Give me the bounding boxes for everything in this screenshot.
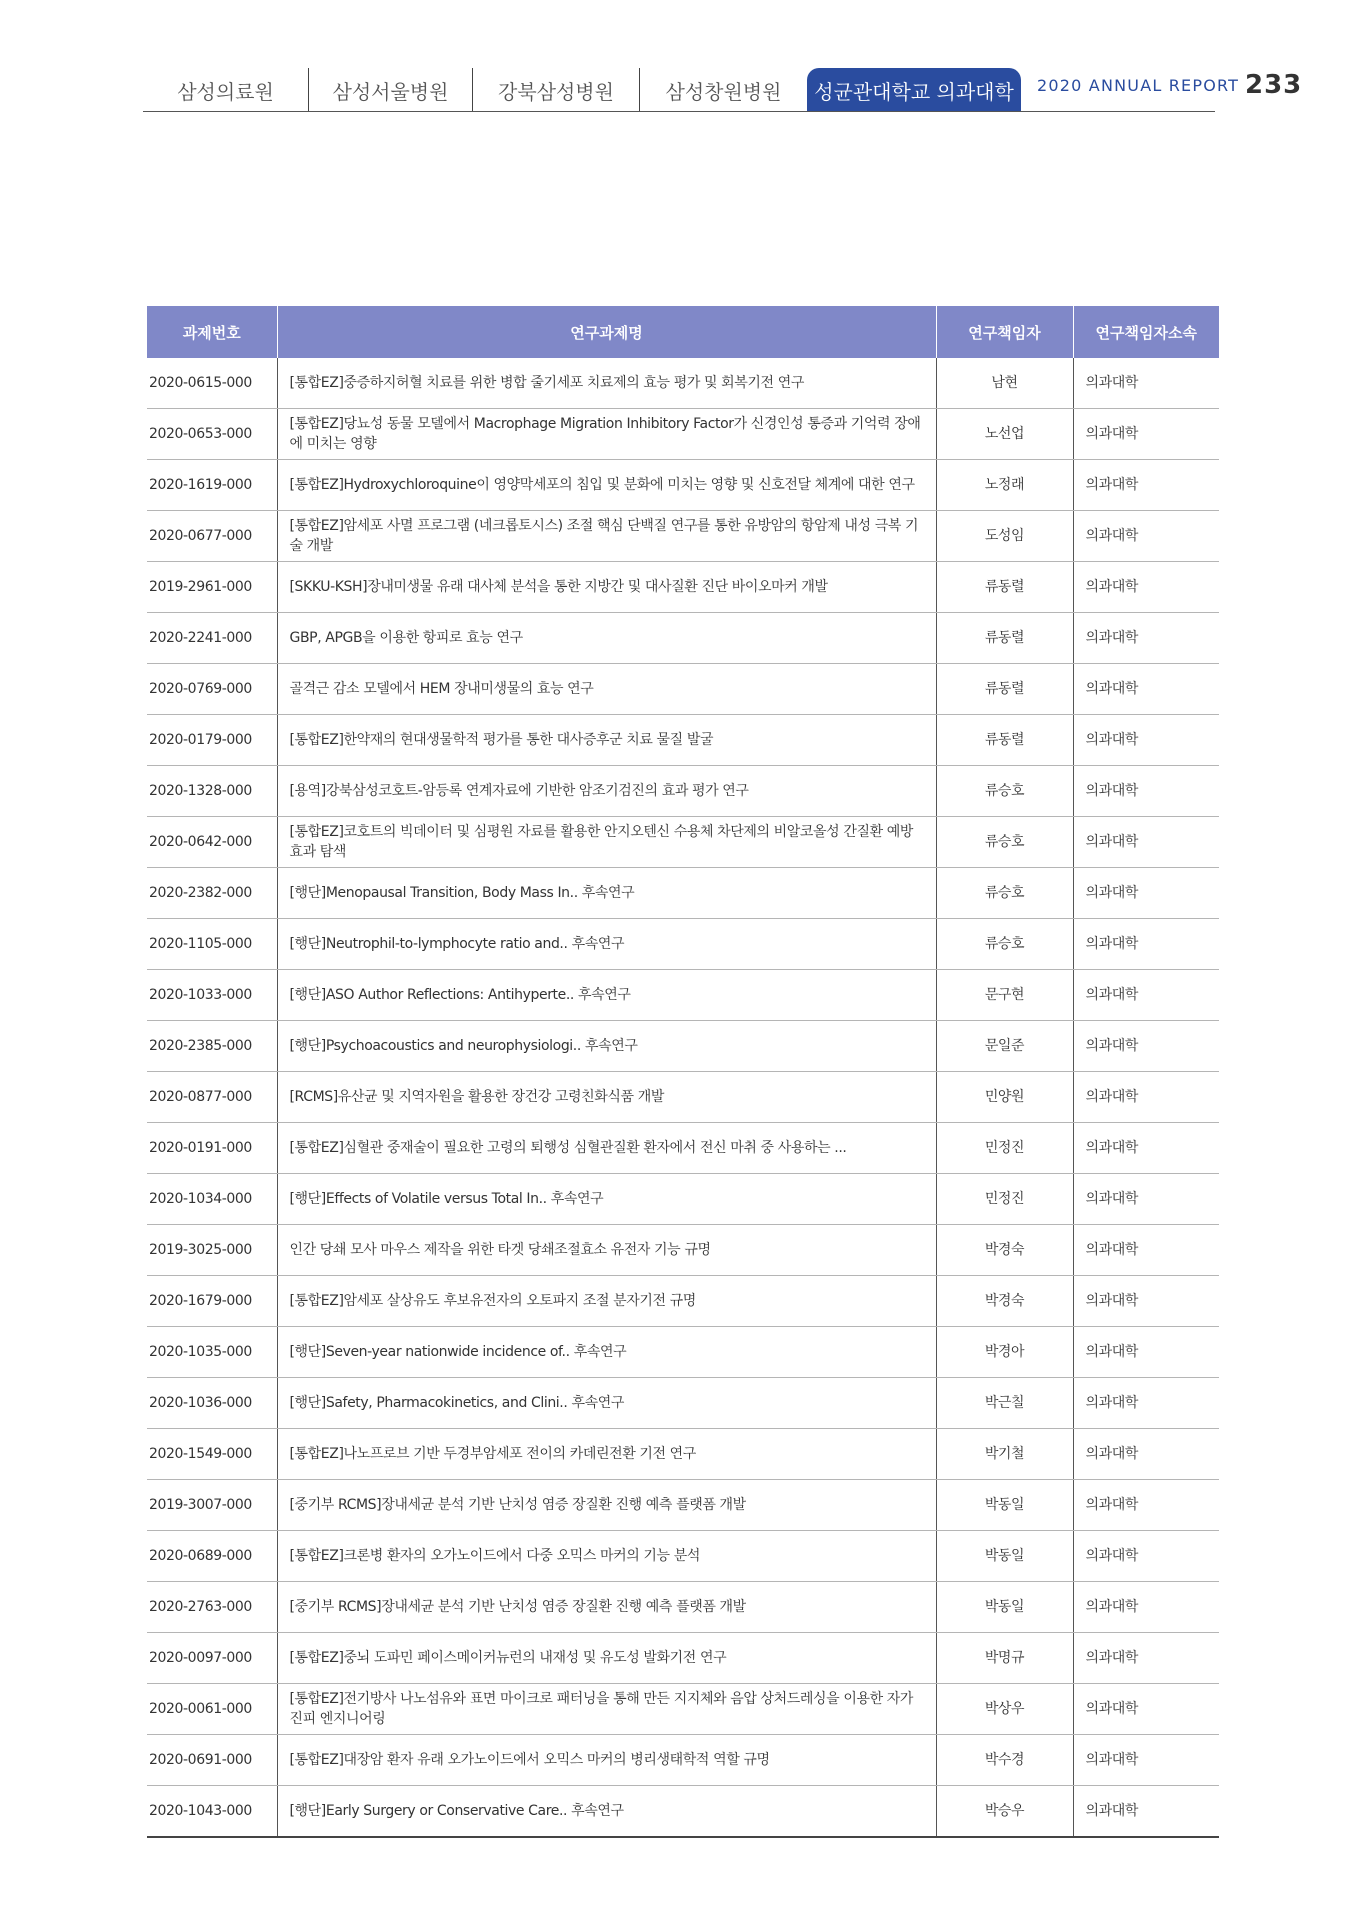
- project-title-cell: [중기부 RCMS]장내세균 분석 기반 난치성 염증 장질환 진행 예측 플랫폼 개발: [277, 1582, 936, 1633]
- investigator-cell: 박승우: [936, 1786, 1073, 1838]
- investigator-cell: 박경숙: [936, 1225, 1073, 1276]
- investigator-cell: 류동렬: [936, 613, 1073, 664]
- affiliation-cell: 의과대학: [1073, 1225, 1219, 1276]
- project-title-cell: [통합EZ]중뇌 도파민 페이스메이커뉴런의 내재성 및 유도성 발화기전 연구: [277, 1633, 936, 1684]
- affiliation-cell: 의과대학: [1073, 1021, 1219, 1072]
- investigator-cell: 류동렬: [936, 562, 1073, 613]
- project-title-cell: GBP, APGB을 이용한 항피로 효능 연구: [277, 613, 936, 664]
- page-header: [0, 0, 1357, 120]
- project-title-cell: [통합EZ]심혈관 중재술이 필요한 고령의 퇴행성 심혈관질환 환자에서 전신 마취 중 사용하는 ...: [277, 1123, 936, 1174]
- affiliation-cell: 의과대학: [1073, 1378, 1219, 1429]
- project-number-cell: 2020-0642-000: [147, 817, 277, 868]
- project-title-cell: [통합EZ]크론병 환자의 오가노이드에서 다중 오믹스 마커의 기능 분석: [277, 1531, 936, 1582]
- investigator-cell: 박상우: [936, 1684, 1073, 1735]
- affiliation-cell: 의과대학: [1073, 715, 1219, 766]
- affiliation-cell: 의과대학: [1073, 358, 1219, 409]
- table-row: [147, 1276, 1219, 1327]
- table-row: [147, 1735, 1219, 1786]
- affiliation-cell: 의과대학: [1073, 817, 1219, 868]
- affiliation-cell: 의과대학: [1073, 613, 1219, 664]
- project-number-cell: 2020-2382-000: [147, 868, 277, 919]
- project-title-cell: [행단]Menopausal Transition, Body Mass In.. 후속연구: [277, 868, 936, 919]
- project-title-cell: [용역]강북삼성코호트-암등록 연계자료에 기반한 암조기검진의 효과 평가 연구: [277, 766, 936, 817]
- project-number-cell: 2020-1105-000: [147, 919, 277, 970]
- project-number-cell: 2020-2241-000: [147, 613, 277, 664]
- project-number-cell: 2019-2961-000: [147, 562, 277, 613]
- tab-skku-medicine[interactable]: 성균관대학교 의과대학: [807, 68, 1021, 112]
- affiliation-cell: 의과대학: [1073, 1786, 1219, 1838]
- table-row: [147, 1531, 1219, 1582]
- project-number-cell: 2020-0615-000: [147, 358, 277, 409]
- project-title-cell: [행단]Psychoacoustics and neurophysiologi.. 후속연구: [277, 1021, 936, 1072]
- project-title-cell: [통합EZ]코호트의 빅데이터 및 심평원 자료를 활용한 안지오텐신 수용체 차단제의 비알코올성 간질환 예방 효과 탐색: [277, 817, 936, 868]
- project-title-cell: [통합EZ]당뇨성 동물 모델에서 Macrophage Migration Inhibitory Factor가 신경인성 통증과 기억력 장애에 미치는 영향: [277, 409, 936, 460]
- project-number-cell: 2020-1035-000: [147, 1327, 277, 1378]
- affiliation-cell: 의과대학: [1073, 868, 1219, 919]
- investigator-cell: 박경아: [936, 1327, 1073, 1378]
- investigator-cell: 박동일: [936, 1531, 1073, 1582]
- investigator-cell: 류동렬: [936, 715, 1073, 766]
- affiliation-cell: 의과대학: [1073, 919, 1219, 970]
- affiliation-cell: 의과대학: [1073, 1327, 1219, 1378]
- project-title-cell: 인간 당쇄 모사 마우스 제작을 위한 타겟 당쇄조절효소 유전자 기능 규명: [277, 1225, 936, 1276]
- investigator-cell: 류승호: [936, 817, 1073, 868]
- investigator-cell: 박명규: [936, 1633, 1073, 1684]
- table-row: [147, 1072, 1219, 1123]
- project-number-cell: 2020-0691-000: [147, 1735, 277, 1786]
- table-row: [147, 766, 1219, 817]
- investigator-cell: 도성임: [936, 511, 1073, 562]
- project-title-cell: [통합EZ]Hydroxychloroquine이 영양막세포의 침입 및 분화에 미치는 영향 및 신호전달 체계에 대한 연구: [277, 460, 936, 511]
- investigator-cell: 민정진: [936, 1123, 1073, 1174]
- project-number-cell: 2020-1619-000: [147, 460, 277, 511]
- table-row: [147, 1378, 1219, 1429]
- research-projects-table: [147, 306, 1219, 1838]
- table-row: [147, 409, 1219, 460]
- project-number-cell: 2019-3007-000: [147, 1480, 277, 1531]
- affiliation-cell: 의과대학: [1073, 460, 1219, 511]
- project-title-cell: [중기부 RCMS]장내세균 분석 기반 난치성 염증 장질환 진행 예측 플랫폼 개발: [277, 1480, 936, 1531]
- column-header-project-title: 연구과제명: [277, 306, 936, 358]
- project-number-cell: 2020-0677-000: [147, 511, 277, 562]
- project-number-cell: 2020-1034-000: [147, 1174, 277, 1225]
- project-number-cell: 2020-0769-000: [147, 664, 277, 715]
- project-number-cell: 2020-2763-000: [147, 1582, 277, 1633]
- project-title-cell: [행단]Effects of Volatile versus Total In.. 후속연구: [277, 1174, 936, 1225]
- project-number-cell: 2019-3025-000: [147, 1225, 277, 1276]
- tab-samsung-changwon-hospital[interactable]: 삼성창원병원: [665, 79, 782, 104]
- project-number-cell: 2020-0191-000: [147, 1123, 277, 1174]
- project-title-cell: [통합EZ]암세포 사멸 프로그램 (네크롭토시스) 조절 핵심 단백질 연구를 통한 유방암의 항암제 내성 극복 기술 개발: [277, 511, 936, 562]
- table-row: [147, 511, 1219, 562]
- project-number-cell: 2020-0877-000: [147, 1072, 277, 1123]
- project-title-cell: [행단]ASO Author Reflections: Antihyperte.. 후속연구: [277, 970, 936, 1021]
- project-title-cell: [통합EZ]한약재의 현대생물학적 평가를 통한 대사증후군 치료 물질 발굴: [277, 715, 936, 766]
- project-number-cell: 2020-1328-000: [147, 766, 277, 817]
- project-number-cell: 2020-2385-000: [147, 1021, 277, 1072]
- header-divider: [143, 111, 1215, 112]
- table-row: [147, 970, 1219, 1021]
- tab-samsung-seoul-hospital[interactable]: 삼성서울병원: [309, 68, 473, 112]
- project-title-cell: [통합EZ]중증하지허혈 치료를 위한 병합 줄기세포 치료제의 효능 평가 및 회복기전 연구: [277, 358, 936, 409]
- table-row: [147, 919, 1219, 970]
- investigator-cell: 류동렬: [936, 664, 1073, 715]
- tab-kangbuk-samsung-hospital[interactable]: 강북삼성병원: [473, 68, 640, 112]
- project-number-cell: 2020-1549-000: [147, 1429, 277, 1480]
- table-row: [147, 613, 1219, 664]
- affiliation-cell: 의과대학: [1073, 1429, 1219, 1480]
- affiliation-cell: 의과대학: [1073, 766, 1219, 817]
- project-title-cell: [통합EZ]전기방사 나노섬유와 표면 마이크로 패터닝을 통해 만든 지지체와 음압 상처드레싱을 이용한 자가진피 엔지니어링: [277, 1684, 936, 1735]
- investigator-cell: 박수경: [936, 1735, 1073, 1786]
- table-row: [147, 1786, 1219, 1838]
- project-title-cell: [행단]Early Surgery or Conservative Care.. 후속연구: [277, 1786, 936, 1838]
- table-row: [147, 358, 1219, 409]
- table-row: [147, 1327, 1219, 1378]
- project-number-cell: 2020-0179-000: [147, 715, 277, 766]
- affiliation-cell: 의과대학: [1073, 562, 1219, 613]
- project-title-cell: [행단]Neutrophil-to-lymphocyte ratio and.. 후속연구: [277, 919, 936, 970]
- affiliation-cell: 의과대학: [1073, 1276, 1219, 1327]
- investigator-cell: 박동일: [936, 1480, 1073, 1531]
- table-row: [147, 1225, 1219, 1276]
- affiliation-cell: 의과대학: [1073, 1684, 1219, 1735]
- section-tabs: [143, 68, 1021, 112]
- project-title-cell: [RCMS]유산균 및 지역자원을 활용한 장건강 고령친화식품 개발: [277, 1072, 936, 1123]
- table-row: [147, 1480, 1219, 1531]
- report-title: 2020 ANNUAL REPORT: [1037, 76, 1240, 95]
- affiliation-cell: 의과대학: [1073, 1735, 1219, 1786]
- investigator-cell: 류승호: [936, 919, 1073, 970]
- table-row: [147, 1582, 1219, 1633]
- project-title-cell: [통합EZ]나노프로브 기반 두경부암세포 전이의 카데린전환 기전 연구: [277, 1429, 936, 1480]
- table-row: [147, 1633, 1219, 1684]
- affiliation-cell: 의과대학: [1073, 664, 1219, 715]
- affiliation-cell: 의과대학: [1073, 1480, 1219, 1531]
- investigator-cell: 민양원: [936, 1072, 1073, 1123]
- table-row: [147, 562, 1219, 613]
- investigator-cell: 문일준: [936, 1021, 1073, 1072]
- table-row: [147, 817, 1219, 868]
- affiliation-cell: 의과대학: [1073, 970, 1219, 1021]
- investigator-cell: 민정진: [936, 1174, 1073, 1225]
- project-number-cell: 2020-1043-000: [147, 1786, 277, 1838]
- table-row: [147, 868, 1219, 919]
- table-row: [147, 1174, 1219, 1225]
- table-header-row: [147, 306, 1219, 358]
- project-number-cell: 2020-0689-000: [147, 1531, 277, 1582]
- project-number-cell: 2020-1679-000: [147, 1276, 277, 1327]
- investigator-cell: 류승호: [936, 868, 1073, 919]
- table-row: [147, 715, 1219, 766]
- affiliation-cell: 의과대학: [1073, 1174, 1219, 1225]
- investigator-cell: 노선업: [936, 409, 1073, 460]
- column-header-principal-investigator: 연구책임자: [936, 306, 1073, 358]
- page-number: 233: [1245, 70, 1303, 100]
- table-row: [147, 1429, 1219, 1480]
- project-number-cell: 2020-1036-000: [147, 1378, 277, 1429]
- affiliation-cell: 의과대학: [1073, 1633, 1219, 1684]
- project-number-cell: 2020-0097-000: [147, 1633, 277, 1684]
- affiliation-cell: 의과대학: [1073, 1582, 1219, 1633]
- investigator-cell: 박경숙: [936, 1276, 1073, 1327]
- affiliation-cell: 의과대학: [1073, 409, 1219, 460]
- investigator-cell: 박동일: [936, 1582, 1073, 1633]
- project-number-cell: 2020-0653-000: [147, 409, 277, 460]
- investigator-cell: 박근칠: [936, 1378, 1073, 1429]
- table-row: [147, 1684, 1219, 1735]
- project-number-cell: 2020-1033-000: [147, 970, 277, 1021]
- table-row: [147, 664, 1219, 715]
- investigator-cell: 남현: [936, 358, 1073, 409]
- project-title-cell: [행단]Seven-year nationwide incidence of.. 후속연구: [277, 1327, 936, 1378]
- project-title-cell: 골격근 감소 모델에서 HEM 장내미생물의 효능 연구: [277, 664, 936, 715]
- investigator-cell: 문구현: [936, 970, 1073, 1021]
- affiliation-cell: 의과대학: [1073, 1531, 1219, 1582]
- affiliation-cell: 의과대학: [1073, 511, 1219, 562]
- table-row: [147, 460, 1219, 511]
- investigator-cell: 박기철: [936, 1429, 1073, 1480]
- column-header-project-number: 과제번호: [147, 306, 277, 358]
- investigator-cell: 류승호: [936, 766, 1073, 817]
- affiliation-cell: 의과대학: [1073, 1123, 1219, 1174]
- table-row: [147, 1021, 1219, 1072]
- project-title-cell: [통합EZ]대장암 환자 유래 오가노이드에서 오믹스 마커의 병리생태학적 역할 규명: [277, 1735, 936, 1786]
- project-title-cell: [통합EZ]암세포 살상유도 후보유전자의 오토파지 조절 분자기전 규명: [277, 1276, 936, 1327]
- investigator-cell: 노정래: [936, 460, 1073, 511]
- column-header-affiliation: 연구책임자소속: [1073, 306, 1219, 358]
- table-row: [147, 1123, 1219, 1174]
- project-title-cell: [행단]Safety, Pharmacokinetics, and Clini.. 후속연구: [277, 1378, 936, 1429]
- tab-samsung-medical-center[interactable]: 삼성의료원: [143, 68, 309, 112]
- project-number-cell: 2020-0061-000: [147, 1684, 277, 1735]
- project-title-cell: [SKKU-KSH]장내미생물 유래 대사체 분석을 통한 지방간 및 대사질환 진단 바이오마커 개발: [277, 562, 936, 613]
- affiliation-cell: 의과대학: [1073, 1072, 1219, 1123]
